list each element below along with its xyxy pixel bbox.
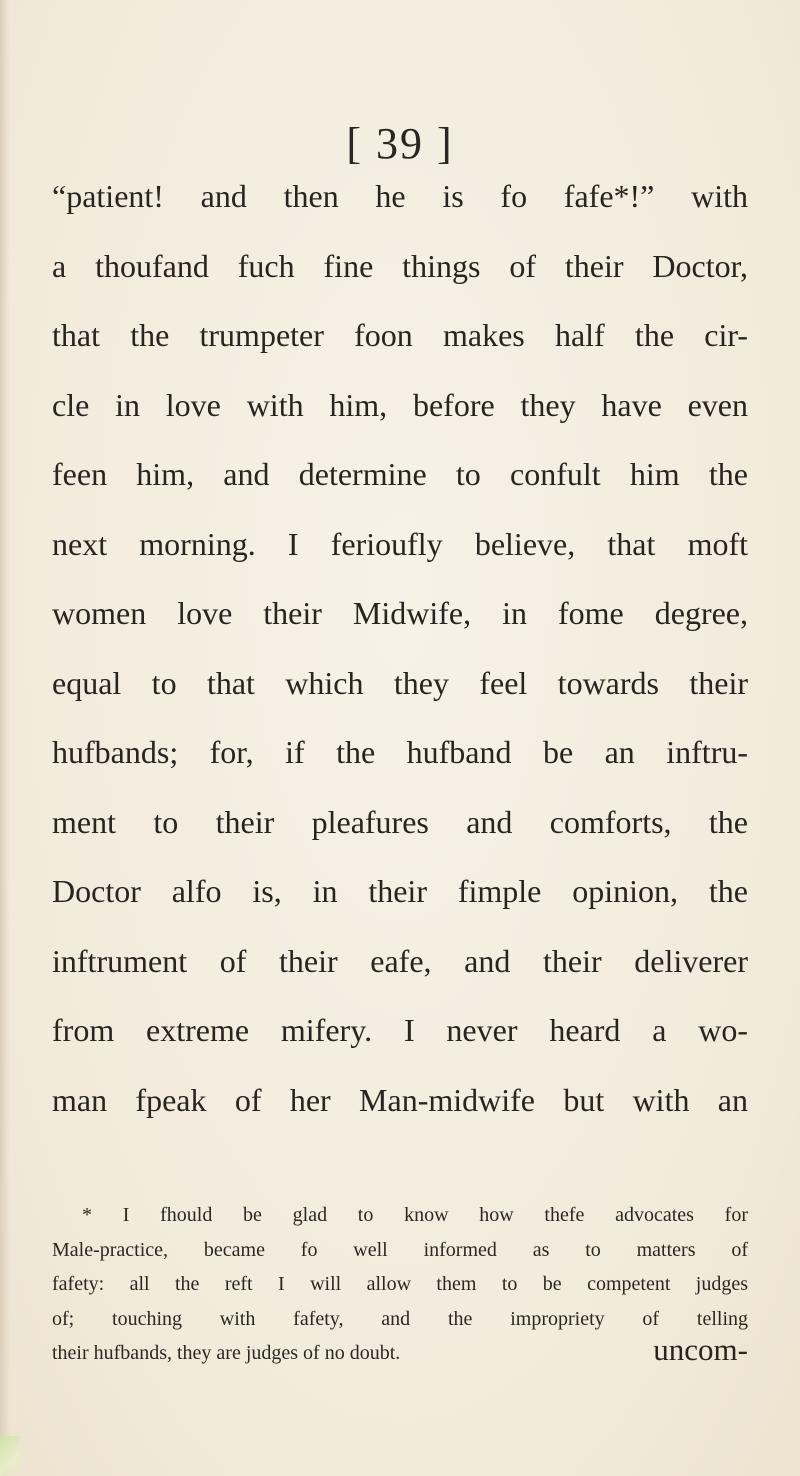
body-line: equal to that which they feel towards their bbox=[52, 664, 748, 701]
footnote-line: * I fhould be glad to know how thefe advocates for bbox=[82, 1204, 748, 1226]
footnote-line: of; touching with fafety, and the impropriety of telling bbox=[52, 1307, 748, 1330]
footnote-line: Male-practice, became fo well informed as to matters of bbox=[52, 1238, 748, 1261]
body-line: Doctor alfo is, in their fimple opinion, the bbox=[52, 873, 748, 909]
catchword: uncom- bbox=[653, 1332, 748, 1367]
body-line: women love their Midwife, in fome degree, bbox=[52, 595, 748, 631]
footnote-line: fafety: all the reft I will allow them to be competent judges bbox=[52, 1273, 748, 1295]
body-line: “patient! and then he is fo fafe*!” with bbox=[52, 178, 748, 214]
body-line: from extreme mifery. I never heard a wo- bbox=[52, 1012, 748, 1048]
footnote-line: their hufbands, they are judges of no doubt. bbox=[52, 1342, 401, 1364]
body-line: next morning. I ferioufly believe, that moft bbox=[52, 525, 748, 562]
body-line: a thoufand fuch fine things of their Doctor, bbox=[52, 247, 748, 284]
body-line: ment to their pleafures and comforts, the bbox=[52, 803, 748, 840]
paper-stain bbox=[0, 1436, 20, 1476]
page-gutter-shadow bbox=[0, 0, 10, 1476]
body-line: hufbands; for, if the hufband be an inftru- bbox=[52, 734, 748, 770]
body-line: that the trumpeter foon makes half the cir- bbox=[52, 317, 748, 353]
body-line: cle in love with him, before they have even bbox=[52, 386, 748, 423]
body-text bbox=[52, 162, 748, 1135]
body-line: feen him, and determine to confult him the bbox=[52, 456, 748, 492]
body-line: inftrument of their eafe, and their deliverer bbox=[52, 942, 748, 979]
body-line: man fpeak of her Man-midwife but with an bbox=[52, 1081, 748, 1118]
page-number: [ 39 ] bbox=[346, 119, 454, 168]
